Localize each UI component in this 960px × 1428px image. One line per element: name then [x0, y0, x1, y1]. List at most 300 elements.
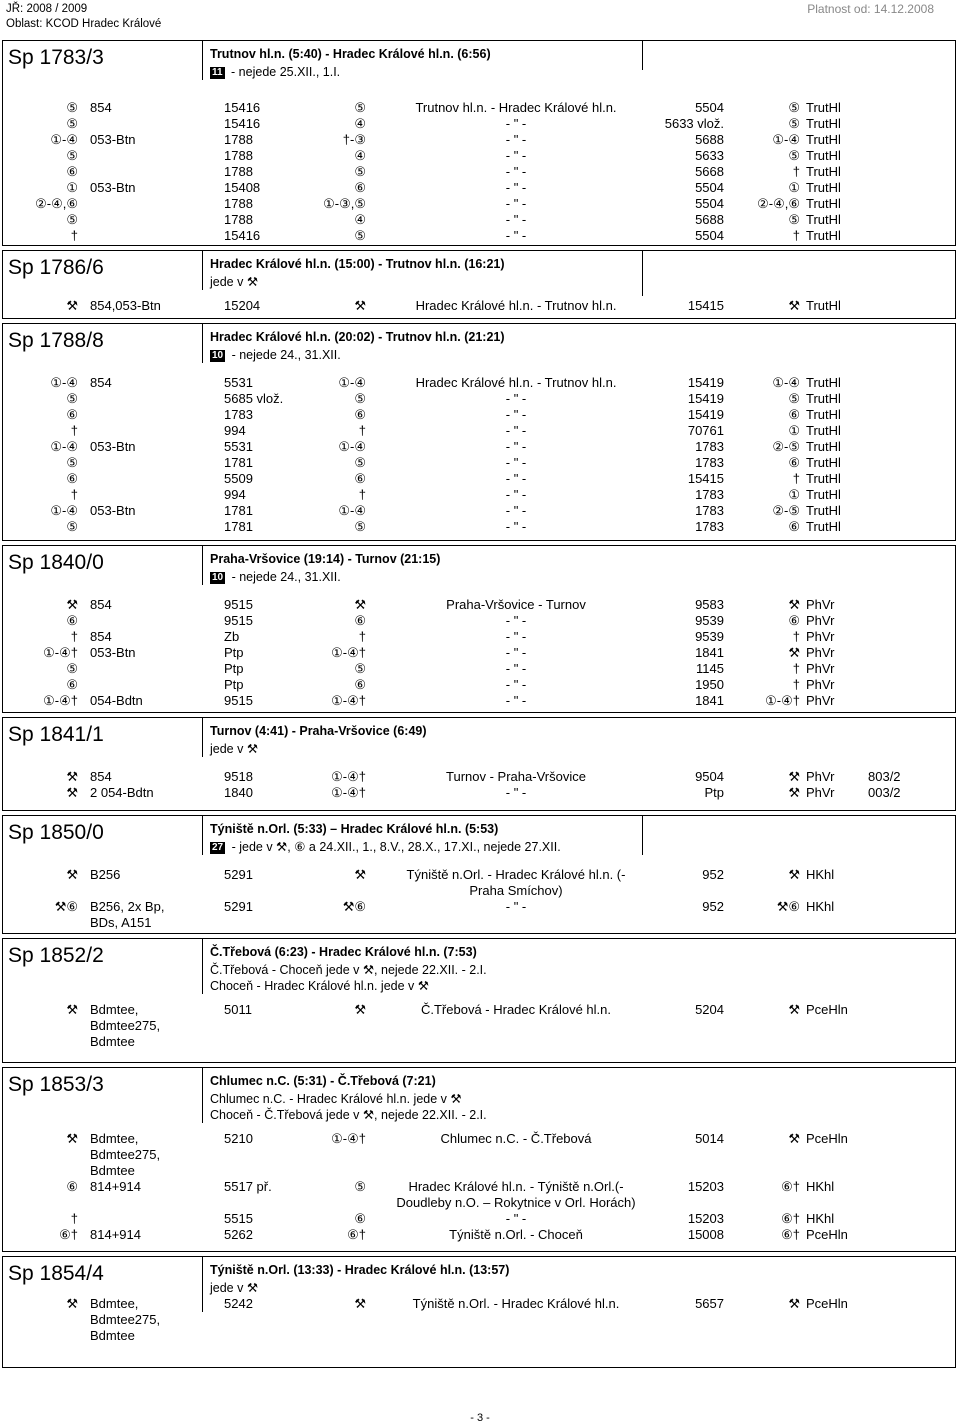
train-no: 9515 [224, 597, 253, 612]
depot: HKhl [806, 899, 835, 914]
days-b: ⑥† [347, 1227, 366, 1242]
section-note [210, 1280, 258, 1296]
days-a: ②-④,⑥ [35, 196, 78, 211]
note-text: - jede v ⚒, ⑥ a 24.XII., 1., 8.V., 28.X., 17.XI., nejede 27.XII. [228, 840, 561, 854]
days-b: ⑤ [354, 391, 366, 406]
vehicle: 2 054-Bdtn [90, 785, 154, 800]
route-segment: - " - [505, 677, 527, 692]
vehicle: 854 [90, 100, 112, 115]
train-no: 5011 [224, 1002, 252, 1017]
connecting-no: 952 [702, 899, 724, 914]
train-no: 1788 [224, 196, 253, 211]
note-badge: 10 [212, 572, 224, 583]
days-c: ②-⑤ [772, 439, 800, 454]
days-a: ⚒⑥ [54, 899, 78, 914]
schedule-section [2, 717, 956, 809]
days-a: ⚒ [66, 769, 78, 784]
depot: TrutHl [806, 487, 841, 502]
table-row [2, 164, 956, 180]
depot: TrutHl [806, 164, 841, 179]
connecting-no: 70761 [687, 423, 724, 438]
depot: TrutHl [806, 503, 841, 518]
days-b: ⑥ [354, 677, 366, 692]
vehicle: 854 [90, 375, 112, 390]
table-row [2, 1227, 956, 1243]
days-b: ⑤ [354, 455, 366, 470]
vehicle: 854 [90, 597, 112, 612]
note-text: Chlumec n.C. - Hradec Králové hl.n. jede v ⚒ [210, 1092, 462, 1106]
connecting-no: 5014 [695, 1131, 724, 1146]
depot: PceHln [806, 1131, 848, 1146]
note-text: Choceň - Hradec Králové hl.n. jede v ⚒ [210, 979, 429, 993]
route-segment: Č.Třebová - Hradec Králové hl.n. [420, 1002, 612, 1017]
train-no: 5685 vlož. [224, 391, 284, 406]
route-segment: - " - [505, 423, 527, 438]
note-badge: 27 [212, 842, 224, 853]
section-note [210, 274, 258, 290]
depot: TrutHl [806, 116, 841, 131]
note-text: - nejede 25.XII., 1.I. [227, 65, 341, 79]
section-route: Týniště n.Orl. (13:33) - Hradec Králové hl.n. (13:57) [210, 1263, 510, 1277]
table-row [2, 677, 956, 693]
train-no: 5291 [224, 867, 253, 882]
days-c: † [792, 471, 800, 486]
vehicle: Bdmtee, Bdmtee275, Bdmtee [90, 1296, 161, 1343]
depot: PhVr [806, 613, 835, 628]
days-a: ①-④ [50, 439, 78, 454]
section-note [210, 64, 340, 80]
table-row [2, 100, 956, 116]
days-a: † [70, 1211, 78, 1226]
route-segment: - " - [505, 132, 527, 147]
table-row [2, 212, 956, 228]
connecting-no: 15203 [687, 1211, 724, 1226]
section-divider [202, 323, 203, 363]
days-b: ④ [354, 212, 366, 227]
route-segment: Týniště n.Orl. - Hradec Králové hl.n. (- Praha Smíchov) [406, 867, 626, 898]
schedule-section [2, 323, 956, 539]
days-c: ⚒ [788, 597, 800, 612]
depot: PceHln [806, 1227, 848, 1242]
days-c: ⑤ [788, 148, 800, 163]
route-segment: - " - [505, 661, 527, 676]
route-segment: - " - [505, 899, 527, 914]
days-b: ⚒ [354, 298, 366, 313]
days-c: ①-④ [772, 132, 800, 147]
depot: TrutHl [806, 228, 841, 243]
depot: PhVr [806, 661, 835, 676]
days-a: ①-④† [43, 693, 78, 708]
section-id: Sp 1852/2 [8, 944, 104, 967]
route-segment: Hradec Králové hl.n. - Týniště n.Orl.(- Doudleby n.O. – Rokytnice v Orl. Horách) [396, 1179, 636, 1210]
vehicle: 053-Btn [90, 645, 136, 660]
route-segment: - " - [505, 471, 527, 486]
days-a: ⑥† [59, 1227, 78, 1242]
connecting-no: 5668 [695, 164, 724, 179]
connecting-no: 5657 [695, 1296, 724, 1311]
days-b: ⑥ [354, 1211, 366, 1226]
train-no: Ptp [224, 645, 244, 660]
route-segment: - " - [505, 164, 527, 179]
train-no: 5242 [224, 1296, 253, 1311]
note-text: Č.Třebová - Choceň jede v ⚒, nejede 22.XII. - 2.I. [210, 963, 487, 977]
table-row [2, 645, 956, 661]
train-no: 5517 př. [224, 1179, 272, 1194]
section-note [210, 978, 429, 994]
days-c: ⚒ [788, 1296, 800, 1311]
connecting-no: 5633 [695, 148, 724, 163]
days-b: † [358, 629, 366, 644]
route-segment: - " - [505, 228, 527, 243]
extra: 003/2 [868, 785, 901, 800]
route-segment: - " - [505, 519, 527, 534]
days-a: ⑥ [66, 613, 78, 628]
connecting-no: 15419 [687, 375, 724, 390]
connecting-no: 15419 [687, 391, 724, 406]
table-row [2, 180, 956, 196]
days-c: ①-④ [772, 375, 800, 390]
depot: PhVr [806, 785, 835, 800]
days-c: ⚒ [788, 298, 800, 313]
depot: TrutHl [806, 407, 841, 422]
train-no: 994 [224, 487, 246, 502]
table-row [2, 1296, 956, 1344]
connecting-no: 1145 [696, 661, 724, 676]
days-c: ⑤ [788, 391, 800, 406]
table-row [2, 899, 956, 931]
route-segment: - " - [505, 196, 527, 211]
days-c: ⑥† [781, 1227, 800, 1242]
route-segment: Hradec Králové hl.n. - Trutnov hl.n. [415, 375, 617, 390]
train-no: 994 [224, 423, 246, 438]
connecting-no: 1783 [695, 503, 724, 518]
depot: PhVr [806, 597, 835, 612]
connecting-no: 9583 [695, 597, 724, 612]
train-no: 1783 [224, 407, 253, 422]
days-c: ① [788, 423, 800, 438]
connecting-no: 9504 [695, 769, 724, 784]
section-id: Sp 1840/0 [8, 551, 104, 574]
schedule-section [2, 40, 956, 244]
train-no: Ptp [224, 677, 244, 692]
days-a: ⑤ [66, 455, 78, 470]
train-no: 1781 [224, 503, 253, 518]
days-b: ①-④ [338, 375, 366, 390]
days-b: ⚒⑥ [342, 899, 366, 914]
connecting-no: 952 [702, 867, 724, 882]
table-row [2, 1002, 956, 1050]
days-c: ⚒ [788, 867, 800, 882]
days-b: ⑤ [354, 100, 366, 115]
vehicle: 854,053-Btn [90, 298, 161, 313]
days-b: ⚒ [354, 867, 366, 882]
route-segment: Týniště n.Orl. - Choceň [449, 1227, 583, 1242]
vehicle: 814+914 [90, 1179, 141, 1194]
section-divider [202, 815, 203, 855]
days-a: ⑥ [66, 1179, 78, 1194]
train-no: 15416 [224, 228, 261, 243]
days-c: † [792, 164, 800, 179]
days-b: ①-③,⑤ [323, 196, 366, 211]
section-divider [202, 40, 203, 80]
connecting-no: 15415 [687, 298, 724, 313]
note-text: - nejede 24., 31.XII. [228, 348, 341, 362]
train-no: 9518 [224, 769, 253, 784]
table-row [2, 503, 956, 519]
days-a: ⑤ [66, 519, 78, 534]
depot: TrutHl [806, 471, 841, 486]
note-text: jede v ⚒ [210, 275, 259, 289]
connecting-no: Ptp [704, 785, 724, 800]
route-segment: - " - [505, 785, 527, 800]
section-route: Hradec Králové hl.n. (20:02) - Trutnov hl.n. (21:21) [210, 330, 505, 344]
depot: TrutHl [806, 100, 841, 115]
table-row [2, 1179, 956, 1211]
section-route: Praha-Vršovice (19:14) - Turnov (21:15) [210, 552, 441, 566]
section-note [210, 1091, 462, 1107]
train-no: 15416 [224, 116, 261, 131]
days-b: † [358, 487, 366, 502]
days-c: ⑥ [788, 455, 800, 470]
train-no: 5531 [224, 375, 253, 390]
vehicle: 054-Bdtn [90, 693, 143, 708]
note-text: Choceň - Č.Třebová jede v ⚒, nejede 22.XII. - 2.I. [210, 1108, 487, 1122]
table-row [2, 407, 956, 423]
days-b: ①-④† [331, 769, 366, 784]
days-c: ⑥† [781, 1179, 800, 1194]
table-row [2, 423, 956, 439]
section-divider [202, 545, 203, 585]
depot: TrutHl [806, 298, 841, 313]
route-segment: Trutnov hl.n. - Hradec Králové hl.n. [415, 100, 617, 115]
depot: TrutHl [806, 439, 841, 454]
days-b: ①-④† [331, 785, 366, 800]
section-id: Sp 1841/1 [8, 723, 104, 746]
table-row [2, 1131, 956, 1179]
table-row [2, 487, 956, 503]
days-c: ⚒ [788, 1002, 800, 1017]
train-no: 5262 [224, 1227, 253, 1242]
days-b: ⑤ [354, 661, 366, 676]
table-row [2, 1211, 956, 1227]
train-no: Zb [224, 629, 240, 644]
days-a: † [70, 487, 78, 502]
route-segment: Praha-Vršovice - Turnov [446, 597, 586, 612]
connecting-no: 5504 [695, 228, 724, 243]
section-divider [202, 1067, 203, 1123]
days-a: ①-④ [50, 503, 78, 518]
days-c: ⑥† [781, 1211, 800, 1226]
train-no: 1781 [224, 455, 253, 470]
table-row [2, 228, 956, 244]
days-c: ⑤ [788, 100, 800, 115]
table-row [2, 148, 956, 164]
depot: TrutHl [806, 196, 841, 211]
days-b: ⑥ [354, 180, 366, 195]
section-divider [642, 250, 643, 296]
section-note [210, 1107, 487, 1123]
days-c: † [792, 629, 800, 644]
days-c: ⚒ [788, 1131, 800, 1146]
route-segment: - " - [505, 629, 527, 644]
route-segment: - " - [505, 693, 527, 708]
days-c: † [792, 228, 800, 243]
section-note [210, 839, 561, 855]
depot: TrutHl [806, 423, 841, 438]
depot: HKhl [806, 867, 835, 882]
table-row [2, 867, 956, 899]
vehicle: 053-Btn [90, 439, 136, 454]
depot: TrutHl [806, 180, 841, 195]
train-no: 1788 [224, 148, 253, 163]
connecting-no: 15203 [687, 1179, 724, 1194]
train-no: 5509 [224, 471, 253, 486]
days-c: ⚒ [788, 645, 800, 660]
days-c: ①-④† [765, 693, 800, 708]
days-c: ⚒ [788, 785, 800, 800]
schedule-section [2, 1256, 956, 1366]
depot: TrutHl [806, 375, 841, 390]
table-row [2, 116, 956, 132]
train-no: 1788 [224, 164, 253, 179]
days-c: ⚒⑥ [776, 899, 800, 914]
train-no: 5210 [224, 1131, 253, 1146]
vehicle: B256 [90, 867, 121, 882]
connecting-no: 5504 [695, 196, 724, 211]
table-row [2, 693, 956, 709]
depot: HKhl [806, 1211, 835, 1226]
depot: PhVr [806, 629, 835, 644]
section-id: Sp 1783/3 [8, 46, 104, 69]
table-row [2, 298, 956, 314]
route-segment: - " - [505, 116, 527, 131]
connecting-no: 5204 [695, 1002, 724, 1017]
days-c: ① [788, 180, 800, 195]
section-divider [202, 250, 203, 290]
table-row [2, 597, 956, 613]
schedule-section [2, 1067, 956, 1250]
days-a: ⑤ [66, 116, 78, 131]
days-c: ⑥ [788, 613, 800, 628]
depot: TrutHl [806, 391, 841, 406]
days-a: † [70, 629, 78, 644]
extra: 803/2 [868, 769, 901, 784]
table-row [2, 439, 956, 455]
table-row [2, 132, 956, 148]
days-b: ⑤ [354, 228, 366, 243]
schedule-section [2, 250, 956, 317]
header-line2: Oblast: KCOD Hradec Králové [6, 18, 162, 30]
days-a: ⚒ [66, 1002, 78, 1017]
section-id: Sp 1853/3 [8, 1073, 104, 1096]
depot: TrutHl [806, 148, 841, 163]
vehicle: Bdmtee, Bdmtee275, Bdmtee [90, 1002, 161, 1049]
depot: HKhl [806, 1179, 835, 1194]
days-c: ⑤ [788, 212, 800, 227]
train-no: 5515 [224, 1211, 253, 1226]
days-a: ① [66, 180, 78, 195]
section-id: Sp 1788/8 [8, 329, 104, 352]
header-line1: JŘ: 2008 / 2009 [6, 3, 88, 15]
days-a: ⑥ [66, 471, 78, 486]
connecting-no: 9539 [695, 629, 724, 644]
depot: TrutHl [806, 519, 841, 534]
days-b: ⑤ [354, 519, 366, 534]
vehicle: 854 [90, 629, 112, 644]
train-no: 1781 [224, 519, 253, 534]
vehicle: 053-Btn [90, 503, 136, 518]
connecting-no: 5688 [695, 212, 724, 227]
days-b: ⚒ [354, 597, 366, 612]
section-id: Sp 1786/6 [8, 256, 104, 279]
days-a: ①-④ [50, 132, 78, 147]
table-row [2, 629, 956, 645]
days-a: ①-④ [50, 375, 78, 390]
days-b: ④ [354, 116, 366, 131]
vehicle: 053-Btn [90, 180, 136, 195]
route-segment: - " - [505, 407, 527, 422]
days-b: † [358, 423, 366, 438]
days-a: ⑥ [66, 677, 78, 692]
section-route: Trutnov hl.n. (5:40) - Hradec Králové hl.n. (6:56) [210, 47, 491, 61]
connecting-no: 1841 [695, 645, 724, 660]
train-no: Ptp [224, 661, 244, 676]
table-row [2, 391, 956, 407]
days-b: ⑤ [354, 1179, 366, 1194]
route-segment: - " - [505, 1211, 527, 1226]
route-segment: - " - [505, 613, 527, 628]
vehicle: Bdmtee, Bdmtee275, Bdmtee [90, 1131, 161, 1178]
days-a: ⑤ [66, 212, 78, 227]
validity-date: Platnost od: 14.12.2008 [807, 2, 934, 16]
table-row [2, 613, 956, 629]
section-divider [642, 815, 643, 855]
section-route: Týniště n.Orl. (5:33) – Hradec Králové hl.n. (5:53) [210, 822, 499, 836]
train-no: 15204 [224, 298, 261, 313]
note-text: - nejede 24., 31.XII. [228, 570, 341, 584]
vehicle: B256, 2x Bp, BDs, A151 [90, 899, 165, 930]
days-a: ⑤ [66, 391, 78, 406]
days-c: ⑥ [788, 407, 800, 422]
depot: PhVr [806, 645, 835, 660]
days-c: ⚒ [788, 769, 800, 784]
days-b: ⚒ [354, 1002, 366, 1017]
days-a: ⚒ [66, 1296, 78, 1311]
days-b: ①-④† [331, 693, 366, 708]
route-segment: - " - [505, 148, 527, 163]
schedule-section [2, 938, 956, 1061]
days-a: ⚒ [66, 1131, 78, 1146]
depot: PhVr [806, 693, 835, 708]
section-note [210, 347, 341, 363]
train-no: 1788 [224, 132, 253, 147]
connecting-no: 5504 [695, 180, 724, 195]
depot: TrutHl [806, 132, 841, 147]
route-segment: Turnov - Praha-Vršovice [446, 769, 586, 784]
days-b: ①-④† [331, 645, 366, 660]
connecting-no: 9539 [695, 613, 724, 628]
train-no: 1788 [224, 212, 253, 227]
route-segment: - " - [505, 180, 527, 195]
connecting-no: 1783 [695, 519, 724, 534]
days-b: ⑤ [354, 164, 366, 179]
depot: TrutHl [806, 212, 841, 227]
days-a: ⑤ [66, 148, 78, 163]
train-no: 5531 [224, 439, 253, 454]
note-text: jede v ⚒ [210, 1281, 259, 1295]
connecting-no: 5504 [695, 100, 724, 115]
table-row [2, 375, 956, 391]
